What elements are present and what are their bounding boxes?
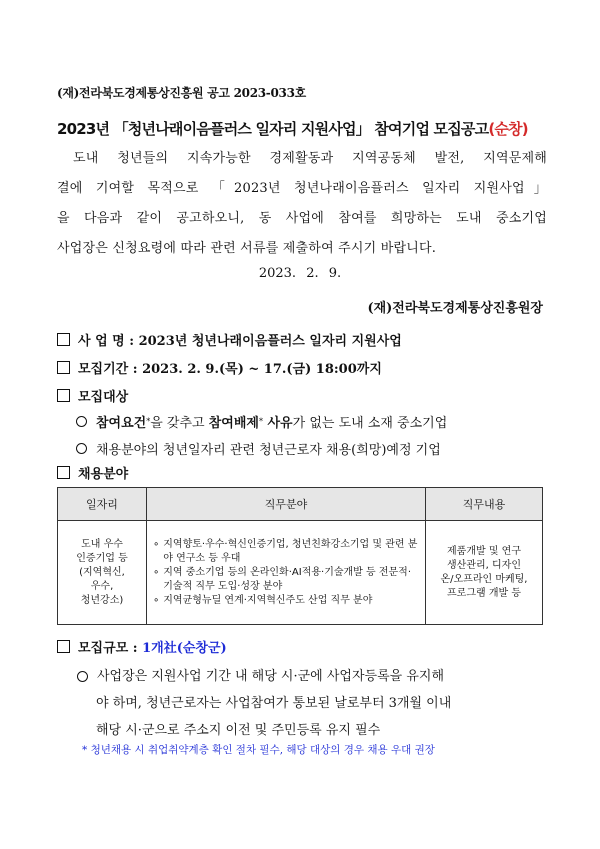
table-header: 직무내용 [426,488,543,521]
job-content-cell [426,521,543,625]
circle-bullet-icon [76,416,87,427]
scale-detail [77,663,543,744]
table-header: 일자리 [58,488,147,521]
duty-item [153,566,419,594]
section-field [57,463,128,482]
target-text: 을 갖추고 [150,416,209,431]
scale-value: 1개社(순창군) [142,641,227,656]
intro-line: 사업장은 신청요령에 따라 관련 서류를 제출하여 주시기 바랍니다. [57,241,437,256]
bullet: ∘ [153,594,160,606]
section-scale [57,637,227,656]
checkbox-square-icon [57,333,70,346]
duty-item [153,538,419,566]
target-title: 모집대상 [78,390,129,405]
category-line: (지역혁신, [79,566,125,578]
intro-line: 결에 기여할 목적으로 「2023년 청년나래이음플러스 일자리 지원사업」 [57,181,547,196]
page-title [57,118,528,139]
exclusion-term: 참여배제 [208,416,259,431]
scale-detail-line [77,663,543,690]
content-line: 생산관리, 디자인 [447,559,521,571]
scale-detail-line: 해당 시·군으로 주소지 이전 및 주민등록 유지 필수 [96,723,381,738]
scale-detail-line: 야 하며, 청년근로자는 사업참여가 통보된 날로부터 3개월 이내 [96,696,452,711]
intro-line: 도내 청년들의 지속가능한 경제활동과 지역공동체 발전, 지역문제해 [73,151,547,166]
category-line: 우수, [90,580,114,592]
table-row [58,521,543,625]
section-business-name [57,330,402,349]
checkbox-square-icon [57,361,70,374]
circle-bullet-icon [76,443,87,454]
duty-text: 지역 중소기업 등의 온라인화·AI적용·기술개발 등 전문적·기술적 직무 도입·성장 분야 [163,566,412,592]
period-text: 모집기간 : 2023. 2. 9.(목) ~ 17.(금) 18:00까지 [78,362,382,377]
table-header: 직무분야 [147,488,426,521]
intro-paragraph [57,144,547,264]
checkbox-square-icon [57,640,70,653]
content-line: 온/오프라인 마케팅, [440,573,528,585]
asterisk-mark: * [258,417,263,426]
footnote: * 청년채용 시 취업취약계층 확인 절차 필수, 해당 대상의 경우 채용 우대 권장 [82,744,435,756]
target-item-2 [76,439,441,458]
target-text: 채용분야의 청년일자리 관련 청년근로자 채용(희망)예정 기업 [96,443,441,458]
bullet: ∘ [153,566,160,578]
business-name-text: 사 업 명 : 2023년 청년나래이음플러스 일자리 지원사업 [78,334,402,349]
checkbox-square-icon [57,466,70,479]
announcement-reference: (재)전라북도경제통상진흥원 공고 2023-033호 [57,86,306,100]
table-header-row [58,488,543,521]
category-line: 청년강소) [80,594,124,606]
circle-bullet-icon [77,671,88,682]
requirement-term: 참여요건 [96,416,147,431]
duty-text: 지역향토·우수·혁신인증기업, 청년친화강소기업 및 관련 분야 연구소 등 우대 [163,538,418,564]
scale-label: 모집규모 : [78,641,143,656]
job-field-cell [147,521,426,625]
bullet: ∘ [153,538,160,550]
target-text: 가 없는 도내 소재 중소기업 [292,416,448,431]
scale-detail-text: 사업장은 지원사업 기간 내 해당 시·군에 사업자등록을 유지해 [97,669,445,684]
duty-item [153,594,419,608]
job-category-cell [58,521,147,625]
recruitment-field-table [57,487,543,625]
target-item-1 [76,412,447,431]
field-title: 채용분야 [78,467,129,482]
section-target [57,386,128,405]
duty-text: 지역균형뉴딜 연계·지역혁신주도 산업 직무 분야 [163,594,373,606]
title-main: 2023년 「청년나래이음플러스 일자리 지원사업」 참여기업 모집공고 [57,120,489,138]
asterisk-mark: * [146,417,151,426]
section-period [57,358,382,377]
category-line: 인증기업 등 [76,552,128,564]
category-line: 도내 우수 [81,538,123,550]
issuer-signature: (재)전라북도경제통상진흥원장 [367,301,543,316]
announcement-date: 2023. 2. 9. [258,266,342,281]
checkbox-square-icon [57,389,70,402]
content-line: 프로그램 개발 등 [447,587,521,599]
title-region: (순창) [488,120,528,138]
content-line: 제품개발 및 연구 [447,545,521,557]
exclusion-reason: 사유 [262,416,293,431]
intro-line: 을 다음과 같이 공고하오니, 동 사업에 참여를 희망하는 도내 중소기업 [57,211,547,226]
